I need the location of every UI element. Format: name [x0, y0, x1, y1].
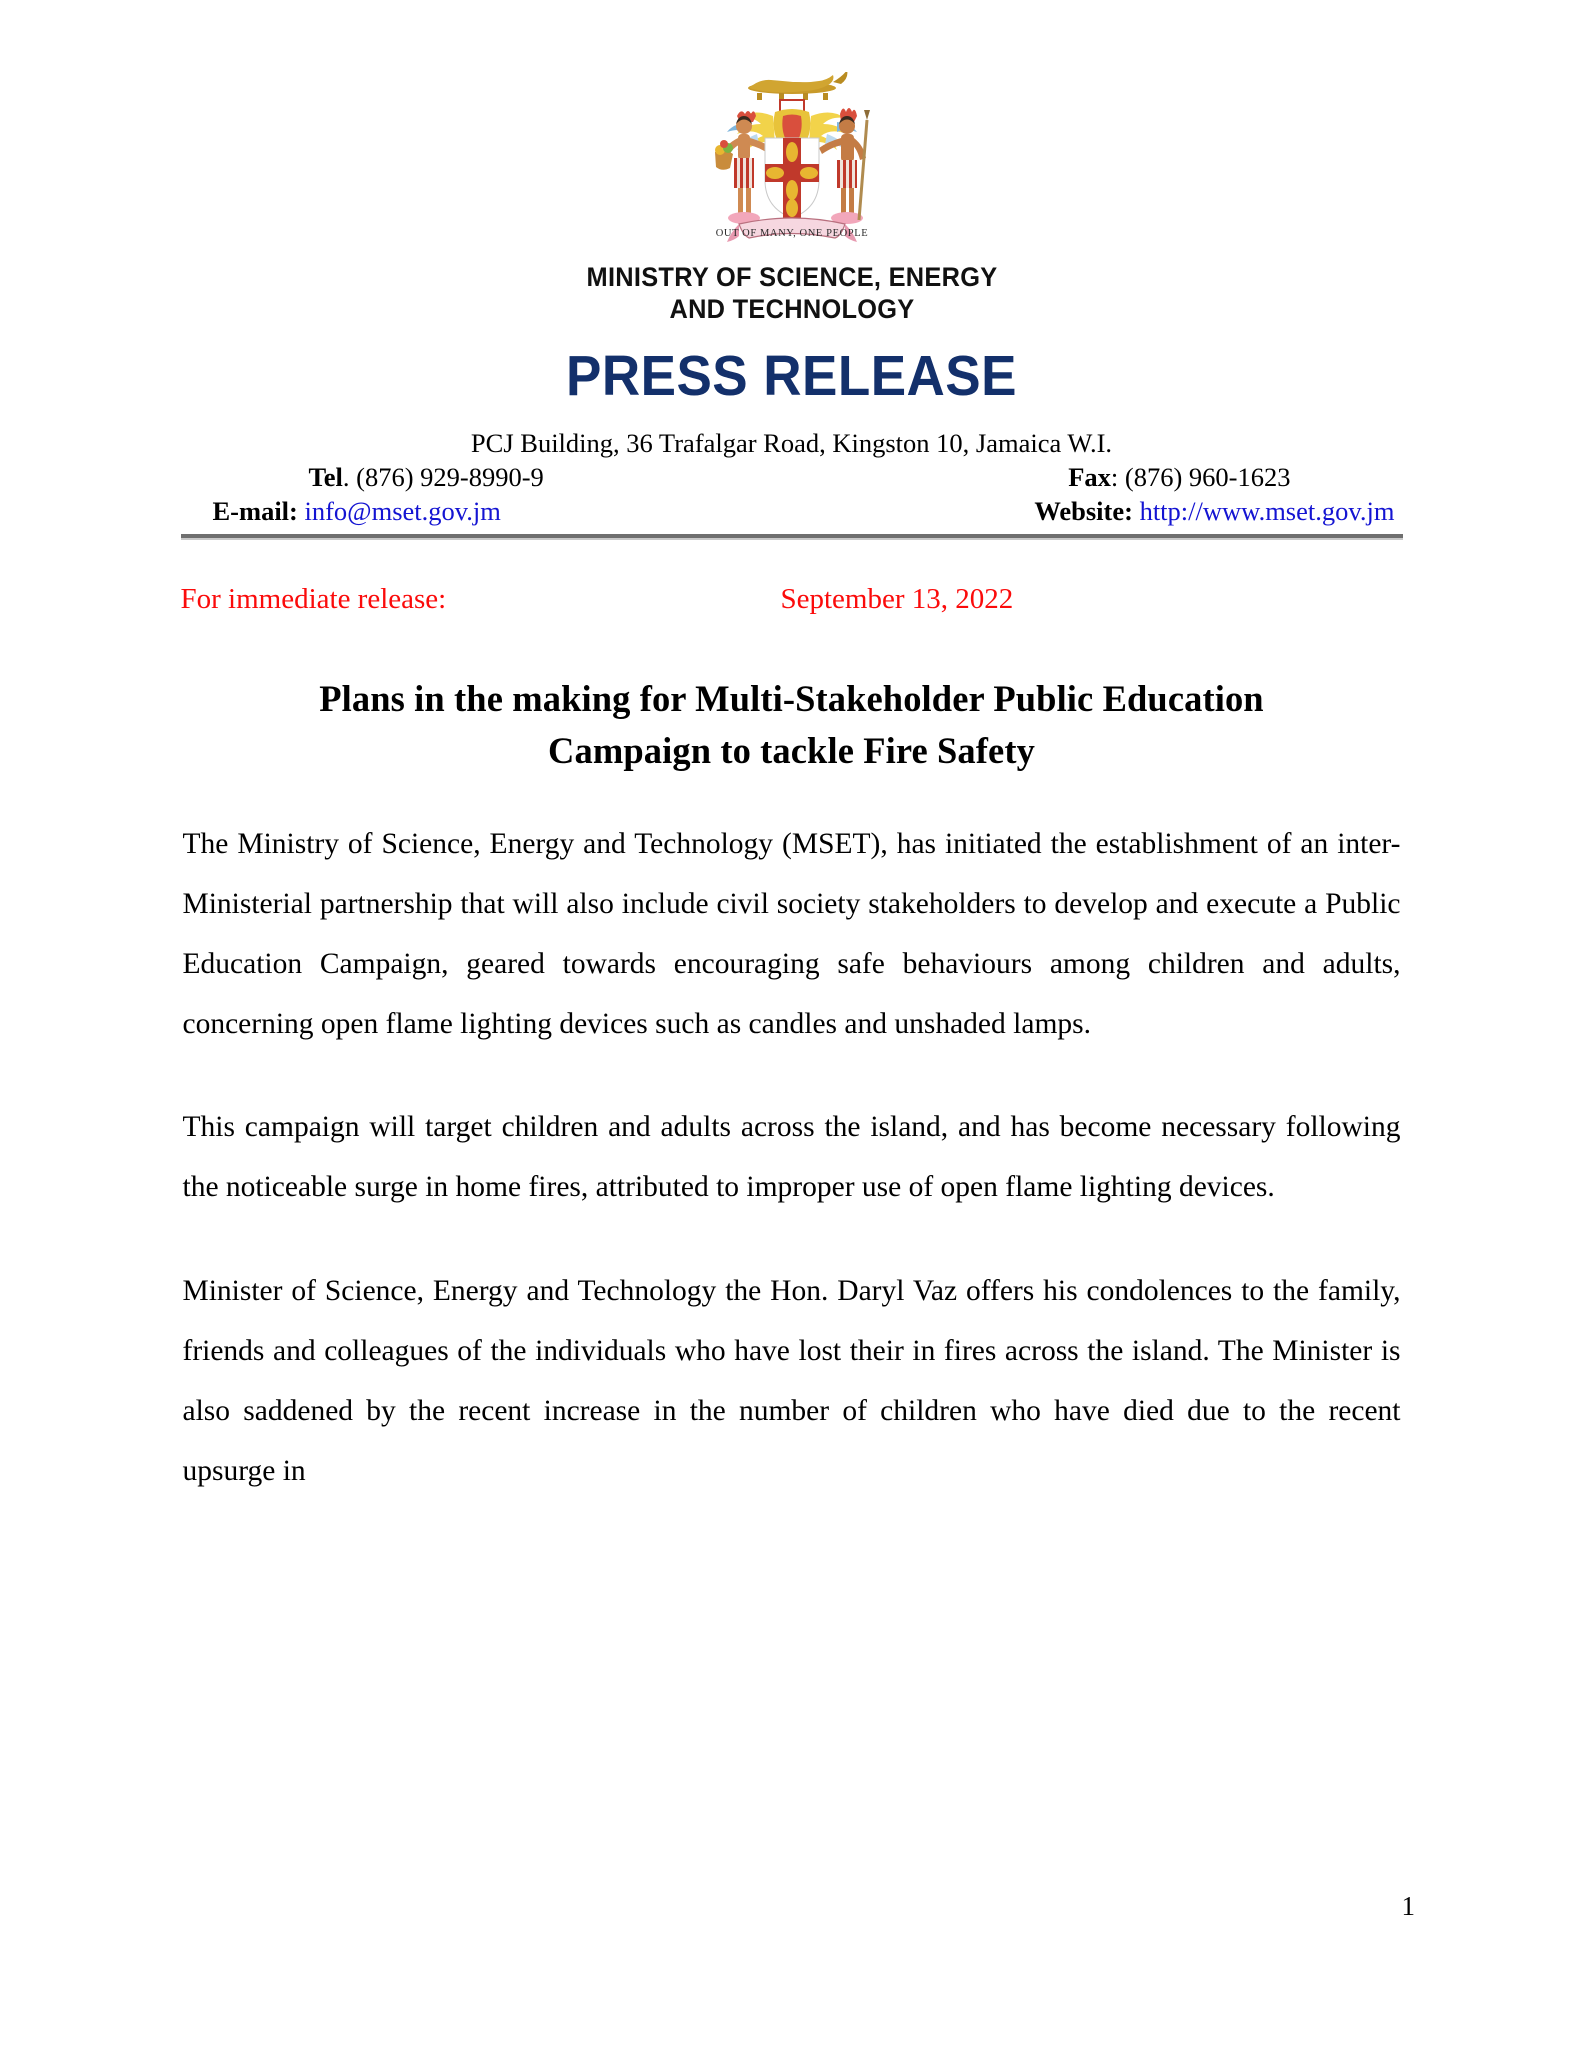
document-type-heading: PRESS RELEASE: [566, 343, 1017, 408]
release-status-row: [181, 582, 1403, 617]
release-date: September 13, 2022: [780, 583, 1014, 616]
telephone-value: (876) 929-8990-9: [356, 461, 544, 492]
contact-block: [181, 427, 1403, 529]
fax-entry: [1068, 461, 1290, 495]
release-notice: For immediate release:: [180, 583, 447, 616]
fax-label: Fax: [1068, 461, 1111, 492]
telephone-label: Tel: [308, 461, 343, 492]
body-paragraph: The Ministry of Science, Energy and Technology (MSET), has initiated the establishment of an inter-Ministerial partnership that will also include civil society stakeholders to develop and execute a Public Education Campaign, geared towards encouraging safe behaviours among children and adults, concerning open flame lighting devices such as candles and unshaded lamps.: [182, 827, 1401, 1040]
website-label: Website:: [1034, 495, 1133, 526]
ministry-name-line2: AND TECHNOLOGY: [668, 293, 915, 324]
website-link[interactable]: http://www.mset.gov.jm: [1139, 495, 1395, 526]
ministry-name-line1: MINISTRY OF SCIENCE, ENERGY: [586, 262, 997, 292]
ministry-name: [434, 262, 1148, 326]
fax-separator: :: [1110, 461, 1125, 492]
telephone-entry: [309, 461, 544, 495]
jamaica-coat-of-arms-icon: [687, 72, 897, 252]
header-divider: [181, 534, 1403, 540]
email-website-row: [181, 495, 1403, 529]
body-paragraph: This campaign will target children and adults across the island, and has become necessary following the noticeable surge in home fires, attributed to improper use of open flame lighting devices.: [182, 1111, 1401, 1204]
email-link[interactable]: info@mset.gov.jm: [304, 495, 501, 526]
page-number: 1: [1401, 1891, 1415, 1921]
body-paragraph: Minister of Science, Energy and Technology the Hon. Daryl Vaz offers his condolences to the family, friends and colleagues of the individuals who have lost their in fires across the island. The Minister is also saddened by the recent increase in the number of children who have died due to the recent upsurge in: [182, 1275, 1401, 1487]
telephone-separator: .: [342, 461, 357, 492]
page-title: Plans in the making for Multi-Stakeholder Public Education Campaign to tackle Fire Safety: [319, 678, 1264, 772]
email-entry: [213, 495, 501, 529]
office-address: PCJ Building, 36 Trafalgar Road, Kingston 10, Jamaica W.I.: [470, 427, 1113, 458]
email-label: E-mail:: [212, 495, 298, 526]
fax-value: (876) 960-1623: [1124, 461, 1291, 492]
website-entry: [1034, 495, 1394, 529]
svg-text:OUT OF MANY, ONE PEOPLE: OUT OF MANY, ONE PEOPLE: [715, 228, 868, 239]
phone-fax-row: [181, 461, 1403, 495]
coat-of-arms-block: [677, 0, 907, 252]
article-body: [183, 815, 1401, 1502]
